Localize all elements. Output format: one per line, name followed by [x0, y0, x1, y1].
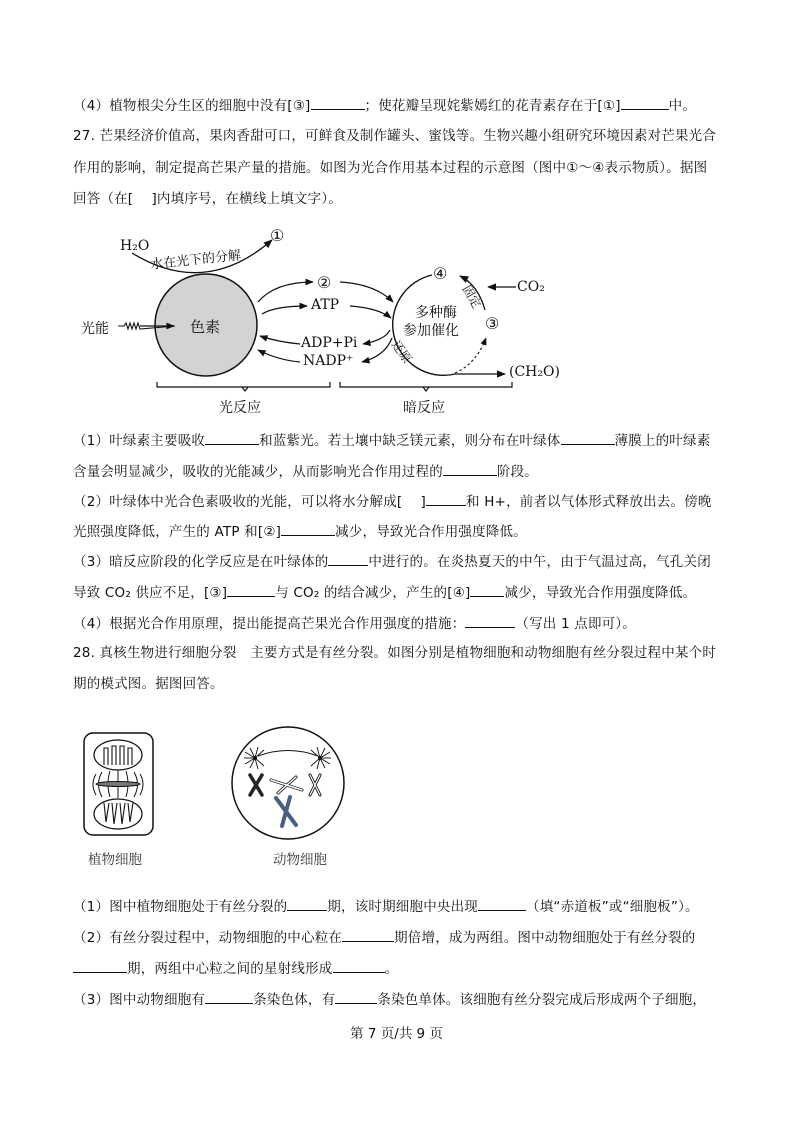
blank-answer[interactable] — [335, 989, 377, 1004]
q28-intro-line2: 期的模式图。据图回答。 — [73, 676, 224, 692]
text: 条染色单体。该细胞有丝分裂完成后形成两个子细胞， — [377, 992, 707, 1008]
q26-p4-suffix: 中。 — [668, 98, 697, 114]
water-splitting-label: 水在光下的分解 — [149, 248, 242, 273]
light-reaction-label: 光反应 — [219, 400, 261, 416]
q28-part1-line — [73, 896, 699, 916]
animal-cell-caption: 动物细胞 — [273, 852, 327, 868]
text: （填“赤道板”或“细胞板”）。 — [526, 899, 699, 915]
plant-cell-figure — [84, 733, 153, 835]
text: 。 — [384, 961, 399, 977]
text: 中进行的。在炎热夏天的中午，由于气温过高，气孔关闭 — [368, 554, 711, 570]
nadp-label: NADP⁺ — [303, 353, 354, 369]
text: 阶段。 — [496, 464, 539, 480]
blank-answer[interactable] — [73, 958, 127, 973]
q28-intro-line1: 28. 真核生物进行细胞分裂 主要方式是有丝分裂。如图分别是植物细胞和动物细胞有丝分裂过程中某个时 — [73, 645, 717, 661]
q26-p4-prefix: （4）植物根尖分生区的细胞中没有[③] — [73, 98, 311, 114]
text: 期倍增，成为两组。图中动物细胞处于有丝分裂的 — [394, 930, 696, 946]
text: 含量会明显减少，吸收的光能减少，从而影响光合作用过程的 — [73, 464, 443, 480]
light-energy-label: 光能 — [81, 321, 109, 337]
product3-label: ③ — [485, 314, 500, 333]
text: 导致 CO₂ 供应不足，[③] — [73, 585, 228, 601]
text: 薄膜上的叶绿素 — [614, 433, 711, 449]
text: 和 H+，前者以气体形式释放出去。傍晚 — [466, 494, 712, 510]
text: 期，该时期细胞中央出现 — [327, 899, 478, 915]
q27-intro-line1: 27. 芒果经济价值高，果肉香甜可口，可鲜食及制作罐头、蜜饯等。生物兴趣小组研究环境因素对芒果光合 — [73, 128, 717, 144]
animal-cell-figure — [232, 727, 344, 839]
q28-part2-line2 — [73, 958, 398, 978]
text: 期，两组中心粒之间的星射线形成 — [127, 961, 333, 977]
product2-label: ② — [317, 273, 332, 292]
text: （3）图中动物细胞有 — [73, 992, 206, 1008]
adp-pi-label: ADP+Pi — [301, 335, 358, 351]
q27-intro-line3: 回答（在[ ]内填序号，在横线上填文字）。 — [73, 191, 342, 207]
ch2o-label: (CH₂O) — [509, 364, 560, 380]
text: 与 CO₂ 的结合减少，产生的[④] — [275, 585, 471, 601]
blank-answer[interactable] — [287, 896, 327, 911]
co2-label: CO₂ — [517, 279, 545, 295]
enzymes-label-line2: 参加催化 — [403, 323, 459, 339]
blank-answer[interactable] — [205, 989, 253, 1004]
product1-label: ① — [270, 226, 285, 245]
enzymes-label-line1: 多种酶 — [415, 305, 457, 321]
q26-p4-middle: ；使花瓣呈现姹紫嫣红的花青素存在于[①] — [364, 98, 621, 114]
h2o-label: H₂O — [120, 238, 150, 254]
text: 条染色体，有 — [253, 992, 336, 1008]
text: 和蓝紫光。若土壤中缺乏镁元素，则分布在叶绿体 — [259, 433, 561, 449]
fixation-label: 固定 — [459, 282, 484, 311]
text: 光照强度降低，产生的 ATP 和[②] — [73, 524, 282, 540]
text: 减少，导致光合作用强度降低。 — [504, 585, 697, 601]
dark-reaction-label: 暗反应 — [403, 400, 445, 416]
text: （2）叶绿体中光合色素吸收的光能，可以将水分解成[ ] — [73, 494, 427, 510]
q28-part3-line — [73, 989, 706, 1009]
text: （4）根据光合作用原理，提出能提高芒果光合作用强度的措施： — [73, 616, 466, 632]
text: 减少，导致光合作用强度降低。 — [335, 524, 527, 540]
atp-label: ATP — [311, 297, 340, 313]
q27-intro-line2: 作用的影响，制定提高芒果产量的措施。如图为光合作用基本过程的示意图（图中①～④表示物质）。据图 — [73, 160, 708, 176]
text: （1）图中植物细胞处于有丝分裂的 — [73, 899, 288, 915]
blank-answer[interactable] — [478, 896, 526, 911]
text: （2）有丝分裂过程中，动物细胞的中心粒在 — [73, 930, 343, 946]
reduction-label: 还原 — [388, 337, 415, 366]
blank-answer[interactable] — [333, 958, 385, 973]
page-footer: 第 7 页/共 9 页 — [350, 1026, 443, 1042]
plant-cell-caption: 植物细胞 — [88, 852, 142, 868]
blank-answer[interactable] — [342, 927, 394, 942]
product4-label: ④ — [433, 264, 448, 283]
text: （写出 1 点即可）。 — [515, 616, 637, 632]
pigment-label: 色素 — [190, 318, 221, 336]
q28-part2-line1 — [73, 927, 696, 947]
text: （1）叶绿素主要吸收 — [73, 433, 206, 449]
text: （3）暗反应阶段的化学反应是在叶绿体的 — [73, 554, 329, 570]
